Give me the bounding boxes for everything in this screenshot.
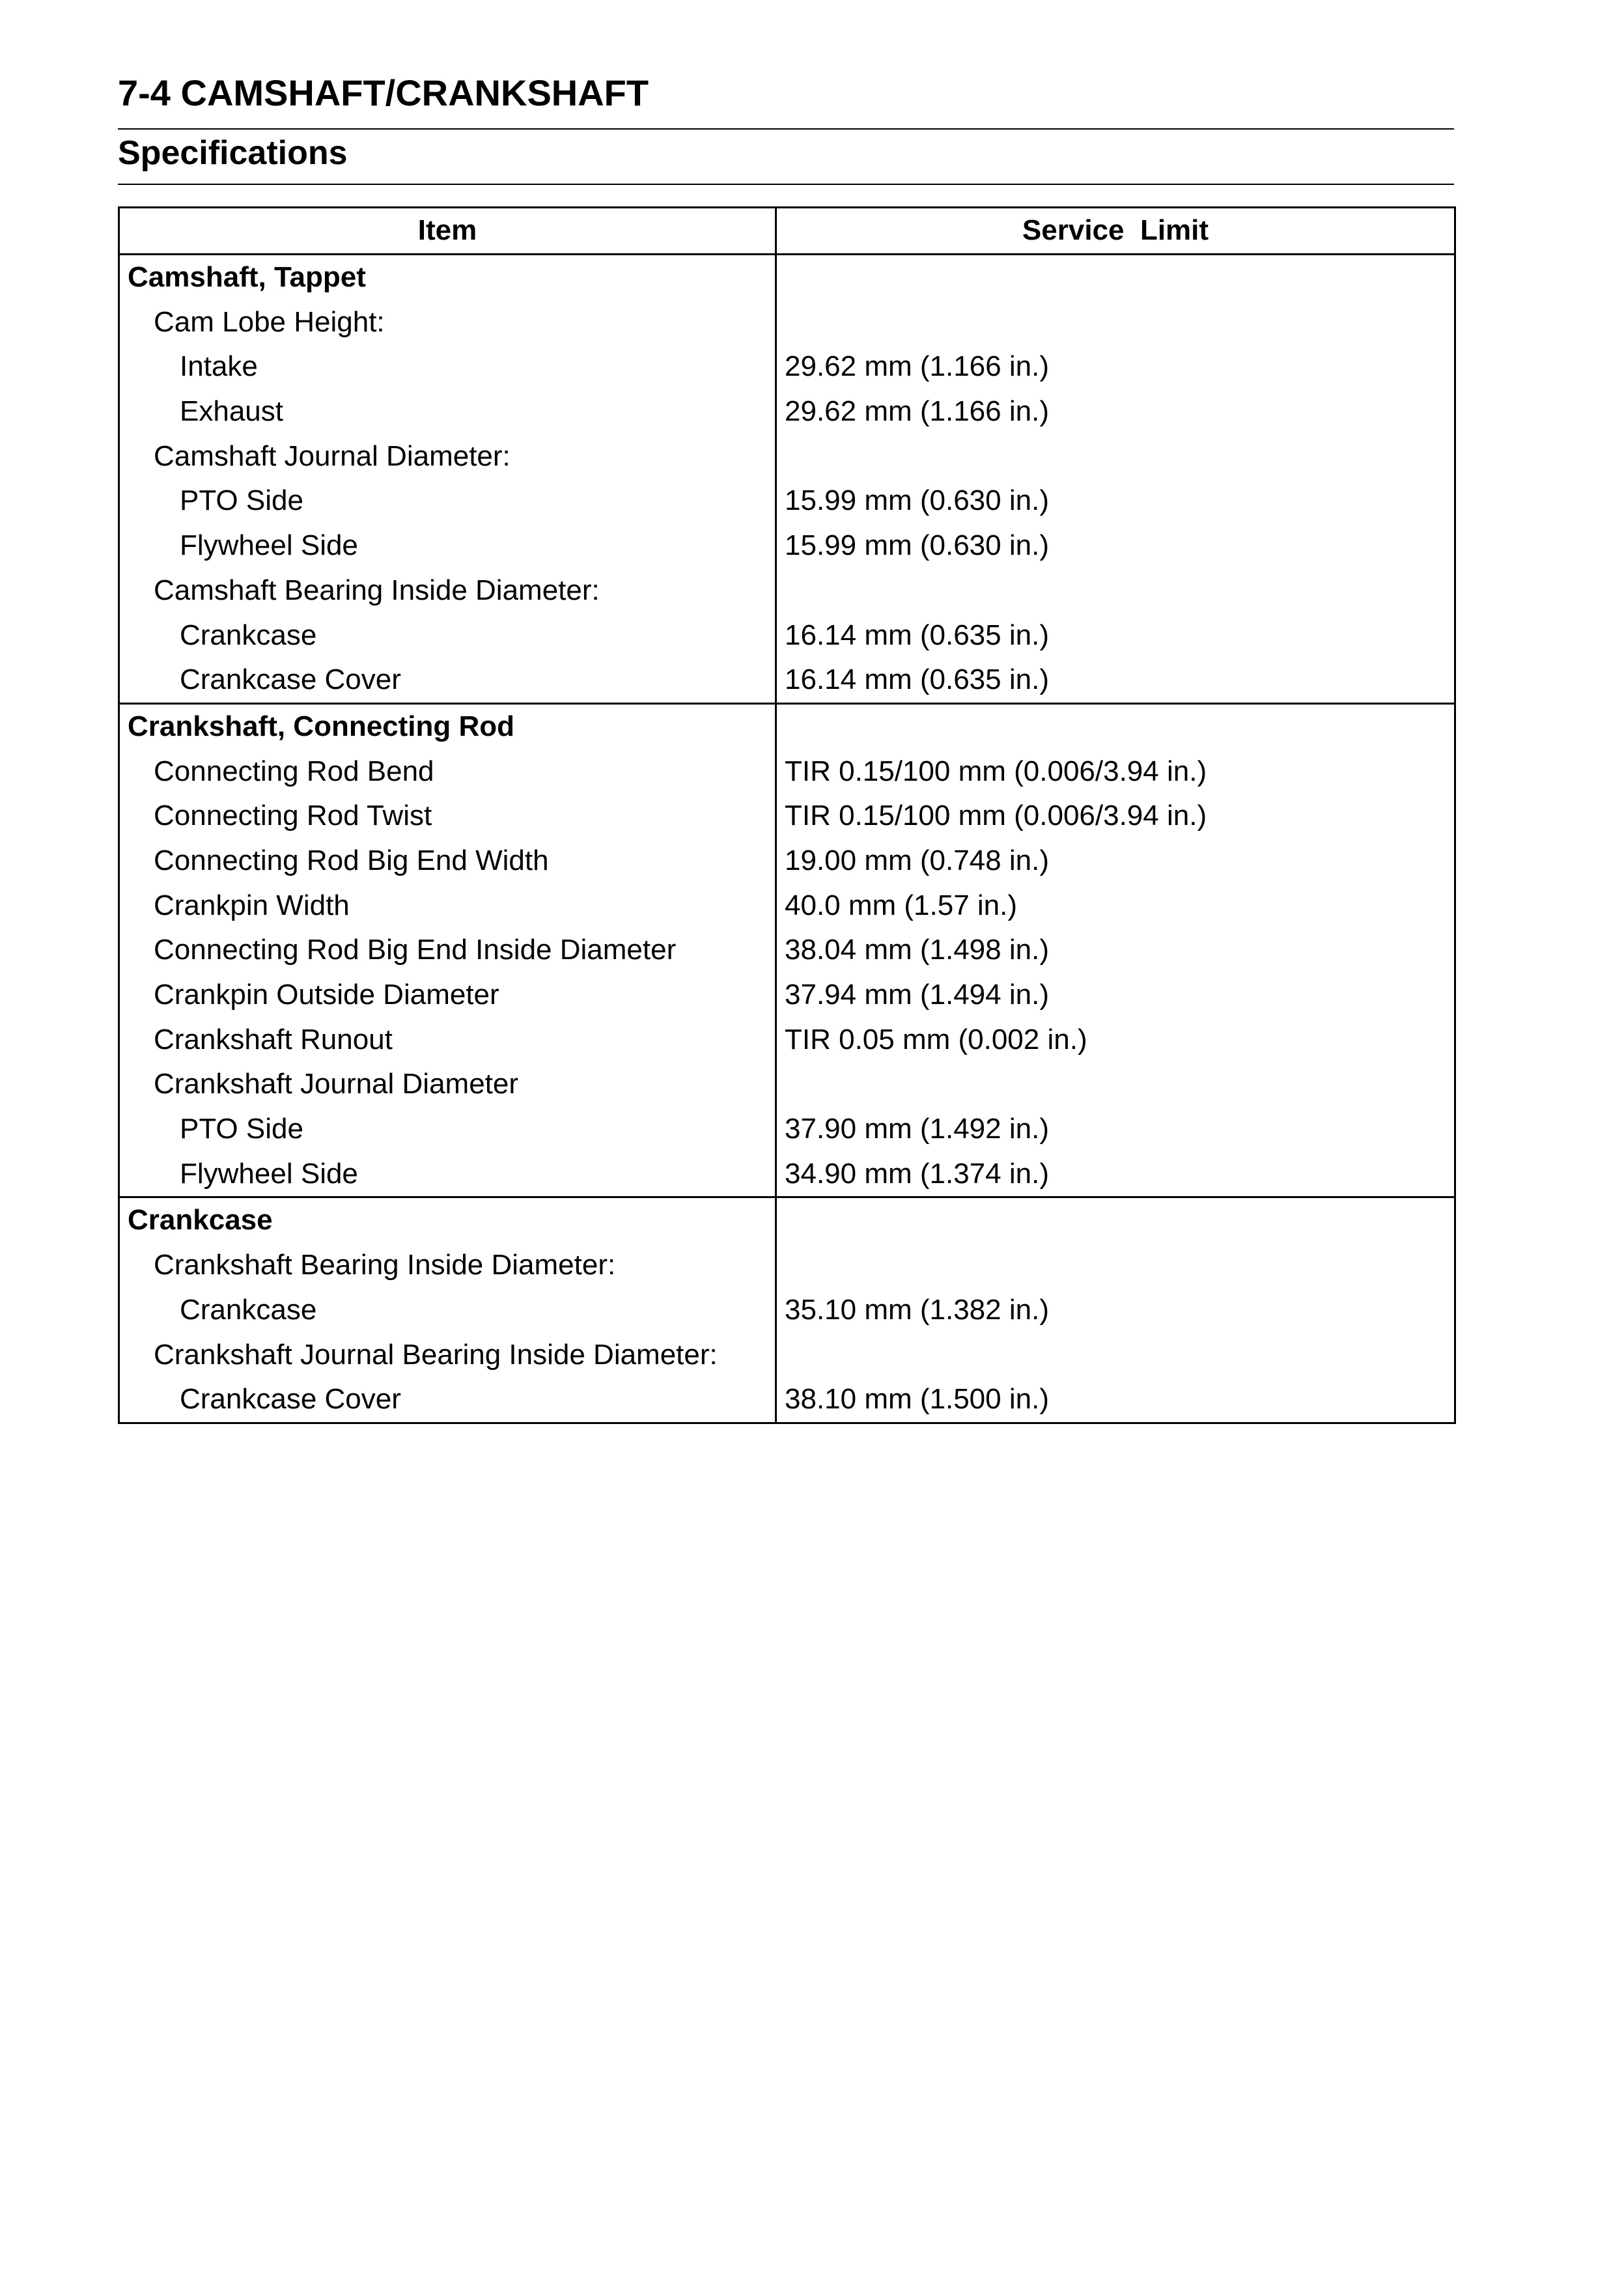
group-heading-row [119,1197,1455,1243]
table-row [119,883,1455,928]
service-limit-cell [776,1243,1455,1288]
group-heading: Crankshaft, Connecting Rod [119,703,776,749]
item-cell: Flywheel Side [119,1151,776,1197]
item-cell: Crankshaft Journal Diameter [119,1062,776,1107]
item-cell: Camshaft Journal Diameter: [119,434,776,479]
table-row [119,973,1455,1018]
group-heading: Camshaft, Tappet [119,254,776,300]
item-cell: Crankpin Outside Diameter [119,973,776,1018]
service-limit-cell [776,254,1455,300]
table-group [119,254,1455,703]
table-row [119,839,1455,884]
service-limit-cell [776,1197,1455,1243]
table-header-row [119,208,1455,255]
item-cell: Crankcase [119,613,776,658]
table-row [119,1332,1455,1377]
specifications-table [118,206,1456,1424]
table-row [119,300,1455,344]
table-row [119,1151,1455,1197]
page-title: 7-4 CAMSHAFT/CRANKSHAFT [118,72,649,113]
table-row [119,1107,1455,1152]
group-heading: Crankcase [119,1197,776,1243]
item-cell: PTO Side [119,1107,776,1152]
service-limit-cell: 38.10 mm (1.500 in.) [776,1377,1455,1423]
service-limit-cell: TIR 0.15/100 mm (0.006/3.94 in.) [776,749,1455,794]
section-divider [118,184,1454,185]
service-limit-cell: TIR 0.05 mm (0.002 in.) [776,1017,1455,1062]
table-row [119,434,1455,479]
group-heading-row [119,703,1455,749]
group-heading-row [119,254,1455,300]
table-row [119,1062,1455,1107]
service-limit-cell [776,703,1455,749]
table-row [119,1243,1455,1288]
table-row [119,1017,1455,1062]
service-limit-cell: TIR 0.15/100 mm (0.006/3.94 in.) [776,794,1455,839]
service-limit-cell: 35.10 mm (1.382 in.) [776,1288,1455,1333]
service-limit-cell [776,434,1455,479]
table-row [119,524,1455,568]
item-cell: Connecting Rod Bend [119,749,776,794]
table-group [119,1197,1455,1423]
item-cell: PTO Side [119,479,776,524]
item-cell: Crankshaft Bearing Inside Diameter: [119,1243,776,1288]
item-cell: Connecting Rod Big End Inside Diameter [119,928,776,973]
service-limit-cell: 19.00 mm (0.748 in.) [776,839,1455,884]
service-limit-cell: 16.14 mm (0.635 in.) [776,658,1455,703]
table-row [119,928,1455,973]
service-limit-cell: 29.62 mm (1.166 in.) [776,344,1455,389]
service-limit-cell [776,568,1455,613]
service-limit-cell: 37.94 mm (1.494 in.) [776,973,1455,1018]
table-row [119,479,1455,524]
service-limit-cell: 34.90 mm (1.374 in.) [776,1151,1455,1197]
service-limit-cell: 29.62 mm (1.166 in.) [776,389,1455,434]
item-cell: Crankshaft Runout [119,1017,776,1062]
item-cell: Crankcase Cover [119,1377,776,1423]
service-limit-cell: 15.99 mm (0.630 in.) [776,524,1455,568]
item-cell: Cam Lobe Height: [119,300,776,344]
section-title: Specifications [118,134,348,172]
item-cell: Crankpin Width [119,883,776,928]
item-cell: Flywheel Side [119,524,776,568]
column-header-item: Item [119,208,776,255]
item-cell: Crankcase [119,1288,776,1333]
table-row [119,568,1455,613]
table-row [119,794,1455,839]
table-row [119,1377,1455,1423]
table-row [119,1288,1455,1333]
table-row [119,658,1455,703]
service-limit-cell: 15.99 mm (0.630 in.) [776,479,1455,524]
service-limit-cell: 40.0 mm (1.57 in.) [776,883,1455,928]
item-cell: Exhaust [119,389,776,434]
item-cell: Camshaft Bearing Inside Diameter: [119,568,776,613]
service-limit-cell: 16.14 mm (0.635 in.) [776,613,1455,658]
service-limit-cell: 37.90 mm (1.492 in.) [776,1107,1455,1152]
item-cell: Connecting Rod Twist [119,794,776,839]
table-row [119,749,1455,794]
item-cell: Crankcase Cover [119,658,776,703]
service-limit-cell [776,1062,1455,1107]
service-limit-cell: 38.04 mm (1.498 in.) [776,928,1455,973]
item-cell: Crankshaft Journal Bearing Inside Diameter: [119,1332,776,1377]
column-header-service-limit: Service Limit [776,208,1455,255]
service-limit-cell [776,1332,1455,1377]
table-row [119,344,1455,389]
item-cell: Connecting Rod Big End Width [119,839,776,884]
service-limit-cell [776,300,1455,344]
table-group [119,703,1455,1197]
item-cell: Intake [119,344,776,389]
table-row [119,389,1455,434]
table-row [119,613,1455,658]
